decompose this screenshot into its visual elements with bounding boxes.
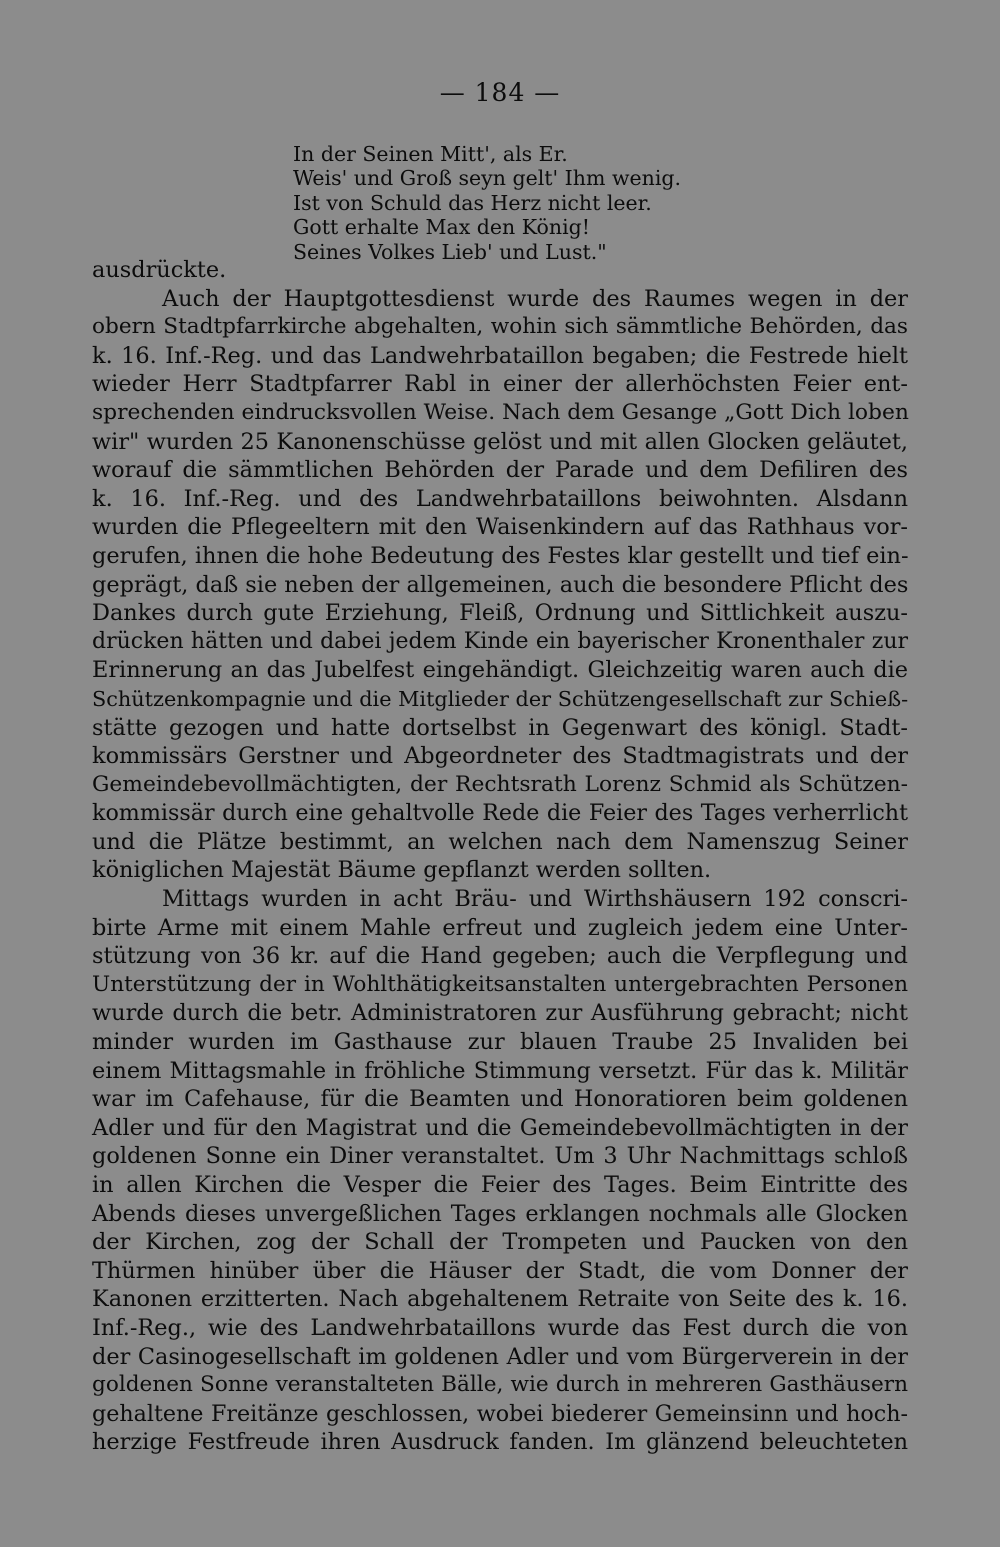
- text-line: kommissärs Gerstner und Abgeordneter des Stadtmagistrats und der: [92, 743, 908, 770]
- text-line: der Casinogesellschaft im goldenen Adler und vom Bürgerverein in der: [92, 1343, 908, 1370]
- text-line: k. 16. Inf.-Reg. und das Landwehrbataillon begaben; die Festrede hielt: [92, 342, 908, 369]
- text-line: Schützenkompagnie und die Mitglieder der Schützengesellschaft zur Schieß-: [92, 686, 909, 711]
- text-line: drücken hätten und dabei jedem Kinde ein bayerischer Kronenthaler zur: [92, 628, 908, 654]
- text-line: Unterstützung der in Wohlthätigkeitsanstalten untergebrachten Personen: [92, 971, 908, 997]
- text-line: Auch der Hauptgottesdienst wurde des Raumes wegen in der: [162, 285, 908, 312]
- text-line: Mittags wurden in acht Bräu- und Wirthshäusern 192 conscri-: [162, 886, 908, 913]
- text-line: minder wurden im Gasthause zur blauen Traube 25 Invaliden bei: [92, 1029, 908, 1056]
- text-line: stützung von 36 kr. auf die Hand gegeben; auch die Verpflegung und: [92, 943, 908, 970]
- text-line: ausdrückte.: [92, 257, 227, 283]
- text-line: wurde durch die betr. Administratoren zur Ausführung gebracht; nicht: [92, 1000, 908, 1027]
- text-line: gehaltene Freitänze geschlossen, wobei biederer Gemeinsinn und hoch-: [92, 1400, 908, 1427]
- text-line: in allen Kirchen die Vesper die Feier des Tages. Beim Eintritte des: [92, 1172, 908, 1198]
- text-line: Dankes durch gute Erziehung, Fleiß, Ordnung und Sittlichkeit auszu-: [92, 600, 908, 627]
- text-line: gerufen, ihnen die hohe Bedeutung des Festes klar gestellt und tief ein-: [92, 542, 909, 569]
- text-line: einem Mittagsmahle in fröhliche Stimmung versetzt. Für das k. Militär: [92, 1057, 908, 1084]
- page-number: — 184 —: [439, 78, 561, 107]
- text-line: obern Stadtpfarrkirche abgehalten, wohin sich sämmtliche Behörden, das: [92, 314, 908, 340]
- verse-line: Ist von Schuld das Herz nicht leer.: [293, 190, 652, 215]
- text-line: worauf die sämmtlichen Behörden der Parade und dem Defiliren des: [92, 457, 908, 484]
- body-text: [92, 256, 908, 1457]
- text-line: Thürmen hinüber über die Häuser der Stadt, die vom Donner der: [92, 1257, 908, 1284]
- text-line: königlichen Majestät Bäume gepflanzt werden sollten.: [92, 857, 712, 884]
- text-line: k. 16. Inf.-Reg. und des Landwehrbataillons beiwohnten. Alsdann: [92, 485, 908, 512]
- verse-line: Gott erhalte Max den König!: [293, 215, 590, 240]
- text-line: der Kirchen, zog der Schall der Trompeten und Paucken von den: [92, 1229, 908, 1256]
- text-line: Kanonen erzitterten. Nach abgehaltenem Retraite von Seite des k. 16.: [92, 1286, 908, 1313]
- verse-line: Seines Volkes Lieb' und Lust.": [293, 239, 607, 264]
- text-line: herzige Festfreude ihren Ausdruck fanden. Im glänzend beleuchteten: [92, 1429, 908, 1456]
- text-line: Abends dieses unvergeßlichen Tages erklangen nochmals alle Glocken: [92, 1200, 908, 1227]
- text-line: Inf.-Reg., wie des Landwehrbataillons wurde das Fest durch die von: [92, 1314, 908, 1341]
- text-line: stätte gezogen und hatte dortselbst in Gegenwart des königl. Stadt-: [92, 714, 908, 741]
- text-line: wurden die Pflegeeltern mit den Waisenkindern auf das Rathhaus vor-: [92, 514, 908, 541]
- text-line: Erinnerung an das Jubelfest eingehändigt. Gleichzeitig waren auch die: [92, 657, 908, 684]
- text-line: Gemeindebevollmächtigten, der Rechtsrath Lorenz Schmid als Schützen-: [92, 771, 908, 797]
- text-line: kommissär durch eine gehaltvolle Rede die Feier des Tages verherrlicht: [92, 800, 908, 827]
- text-line: birte Arme mit einem Mahle erfreut und zugleich jedem eine Unter-: [92, 914, 908, 941]
- text-line: goldenen Sonne ein Diner veranstaltet. Um 3 Uhr Nachmittags schloß: [92, 1143, 908, 1170]
- text-line: sprechenden eindrucksvollen Weise. Nach dem Gesange „Gott Dich loben: [92, 399, 909, 425]
- text-line: wieder Herr Stadtpfarrer Rabl in einer der allerhöchsten Feier ent-: [92, 371, 908, 398]
- text-line: war im Cafehause, für die Beamten und Honoratioren beim goldenen: [92, 1086, 908, 1113]
- verse-line: Weis' und Groß seyn gelt' Ihm wenig.: [293, 166, 682, 191]
- text-line: und die Plätze bestimmt, an welchen nach dem Namenszug Seiner: [92, 828, 908, 855]
- text-line: Adler und für den Magistrat und die Gemeindebevollmächtigten in der: [92, 1114, 908, 1141]
- verse-block: [293, 142, 681, 264]
- text-line: goldenen Sonne veranstalteten Bälle, wie durch in mehreren Gasthäusern: [92, 1372, 908, 1398]
- text-line: geprägt, daß sie neben der allgemeinen, auch die besondere Pflicht des: [92, 571, 909, 598]
- text-line: wir" wurden 25 Kanonenschüsse gelöst und mit allen Glocken geläutet,: [92, 428, 908, 455]
- verse-line: In der Seinen Mitt', als Er.: [293, 142, 568, 166]
